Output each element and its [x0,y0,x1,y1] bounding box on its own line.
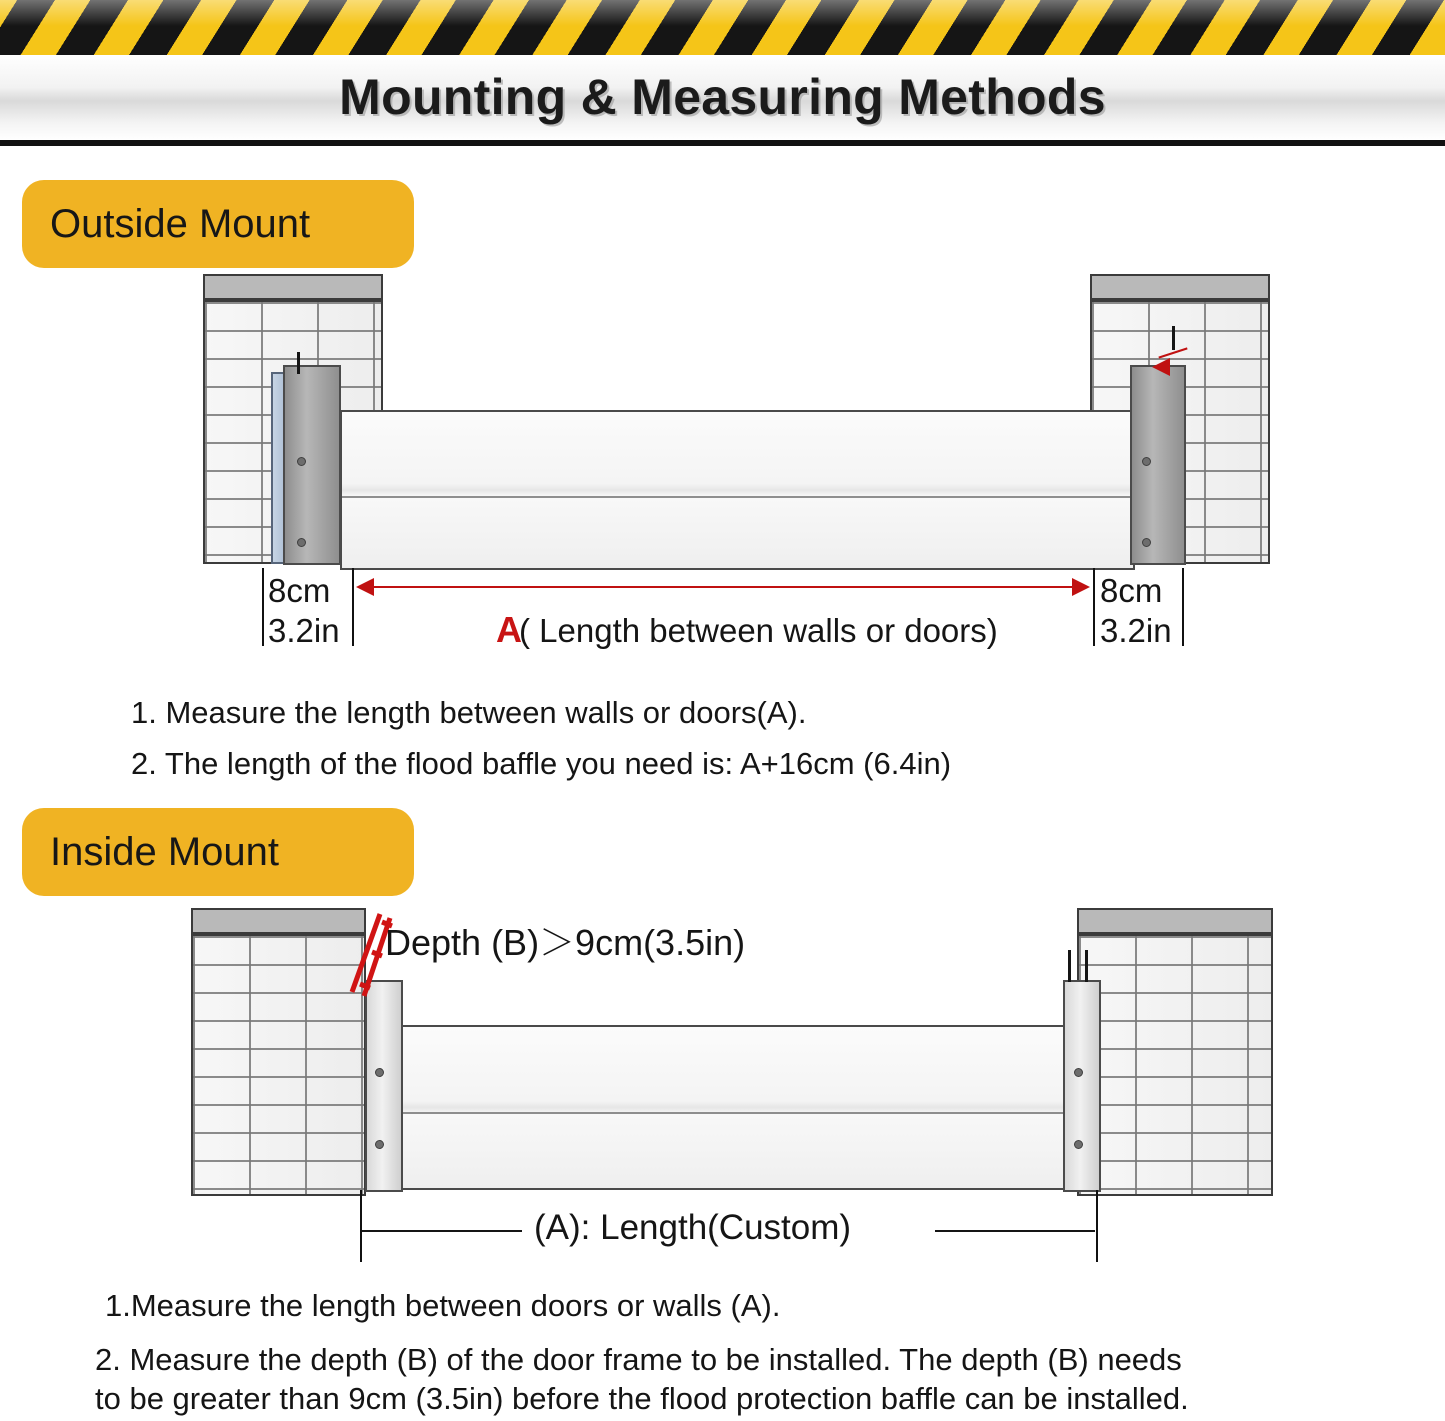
inside-depth-note: Depth (B)＞9cm(3.5in) [385,922,746,963]
outside-dim-tick-left-inner [352,568,354,646]
outside-flood-baffle-seam [342,496,1133,498]
outside-left-bracket-screw-1 [297,457,306,466]
inside-right-bracket [1063,980,1101,1192]
outside-dim-tick-right-inner [1093,568,1095,646]
inside-right-wall-cap [1077,908,1273,934]
outside-span-dimension-line [365,586,1079,588]
inside-dim-tick-left [360,1190,362,1262]
inside-left-wall-mortar [193,936,364,1194]
inside-left-wall-face [191,934,366,1196]
outside-span-letter: A [496,609,522,650]
outside-step-1: 1. Measure the length between walls or doors(A). [131,695,807,730]
outside-right-bracket-screw-2 [1142,538,1151,547]
inside-left-bracket-screw-2 [375,1140,384,1149]
inside-step-1: 1.Measure the length between doors or walls (A). [105,1288,781,1323]
inside-dim-tick-right [1096,1190,1098,1262]
inside-left-bracket-screw-1 [375,1068,384,1077]
inside-step-2-line-1: 2. Measure the depth (B) of the door frame to be installed. The depth (B) needs [95,1342,1182,1377]
section-badge-outside-mount [22,180,414,268]
inside-left-wall [191,908,366,1196]
section-badge-outside-mount-label: Outside Mount [50,201,311,246]
inside-left-bracket [365,980,403,1192]
inside-right-wall [1077,908,1273,1196]
inside-right-bracket-pin [1068,950,1071,982]
inside-right-bracket-screw-1 [1074,1068,1083,1077]
outside-left-bracket [283,365,341,565]
inside-span-caption: (A): Length(Custom) [534,1208,852,1247]
outside-right-bracket [1130,365,1186,565]
outside-right-bracket-pin [1172,326,1175,350]
outside-left-offset-cm: 8cm [268,572,331,609]
outside-span-caption: ( Length between walls or doors) [519,612,998,649]
inside-flood-baffle-seam [395,1112,1066,1114]
outside-span-arrow-right [1072,578,1090,596]
inside-step-2-line-2: to be greater than 9cm (3.5in) before the flood protection baffle can be installed. [95,1381,1189,1416]
outside-left-bracket-screw-2 [297,538,306,547]
outside-dim-tick-right-outer [1182,568,1184,646]
section-badge-inside-mount-label: Inside Mount [50,829,280,874]
inside-left-wall-cap [191,908,366,934]
outside-flood-baffle [340,410,1135,570]
outside-span-arrow-left [356,578,374,596]
inside-flood-baffle [393,1025,1068,1190]
outside-right-bracket-screw-1 [1142,457,1151,466]
inside-right-wall-mortar [1079,936,1271,1194]
hazard-stripe-banner [0,0,1445,55]
inside-right-wall-face [1077,934,1273,1196]
inside-right-bracket-pin-2 [1085,950,1088,982]
outside-right-arrow-head [1152,358,1170,376]
outside-step-2: 2. The length of the flood baffle you need is: A+16cm (6.4in) [131,746,952,781]
inside-span-line-right [935,1230,1095,1232]
outside-left-wall-cap [203,274,383,300]
outside-right-wall-cap [1090,274,1270,300]
hazard-stripe-gloss [0,0,1445,26]
section-badge-inside-mount [22,808,414,896]
outside-right-offset-cm: 8cm [1100,572,1163,609]
inside-right-bracket-screw-2 [1074,1140,1083,1149]
outside-right-offset-in: 3.2in [1100,612,1172,649]
outside-dim-tick-left-outer [262,568,264,646]
outside-left-bracket-pin [297,352,300,374]
page-title: Mounting & Measuring Methods [339,69,1106,125]
inside-span-line-left [362,1230,522,1232]
outside-left-offset-in: 3.2in [268,612,340,649]
